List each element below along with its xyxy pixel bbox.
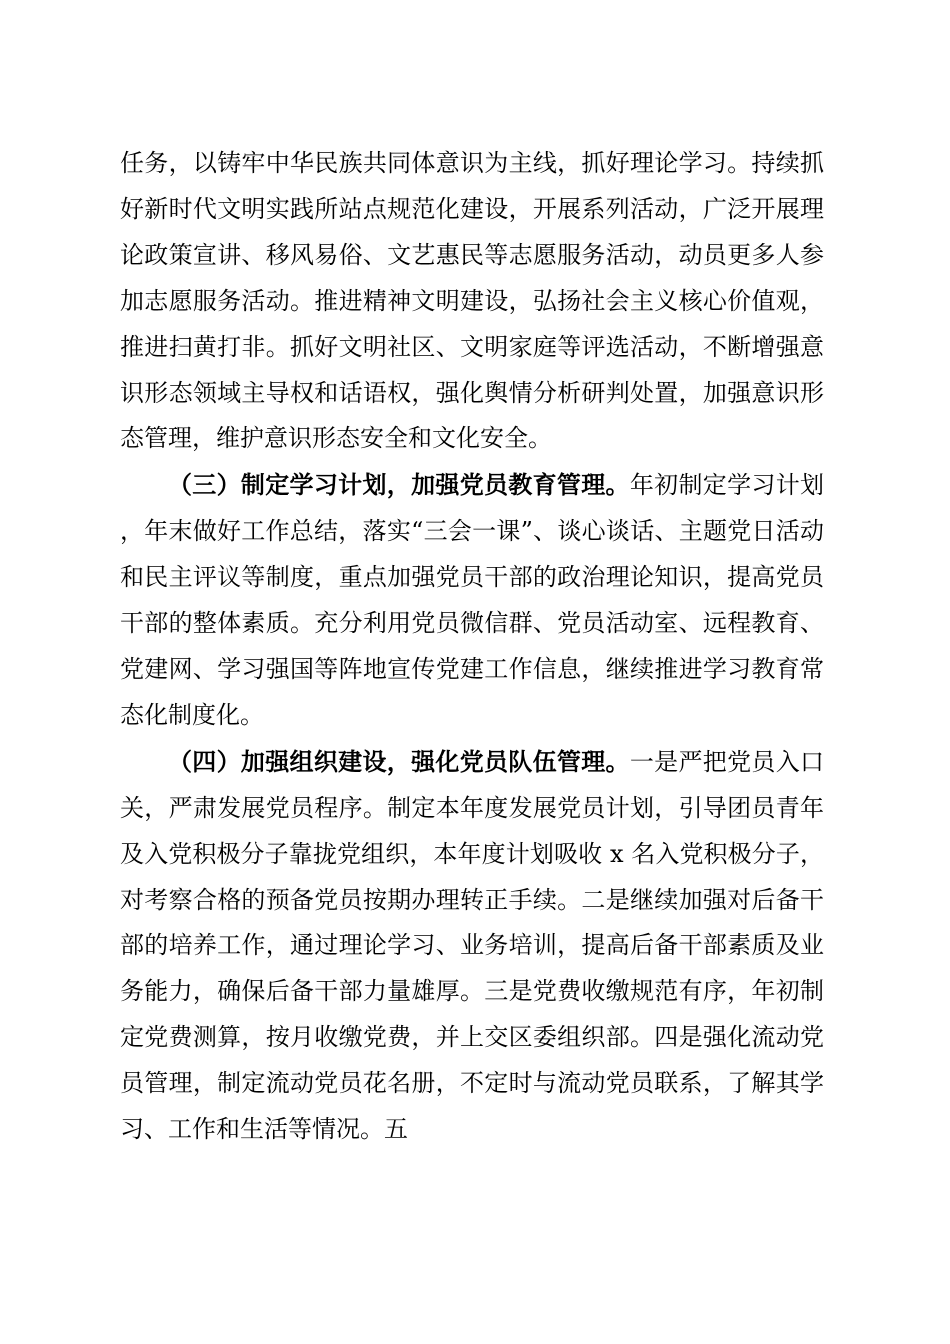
section-four-heading: （四）加强组织建设，强化党员队伍管理。 [168, 746, 630, 776]
paragraph-continuation [120, 141, 824, 462]
section-three-heading: （三）制定学习计划，加强党员教育管理。 [168, 470, 630, 500]
section-four-body-text: 一是严把党员入口关，严肃发展党员程序。制定本年度发展党员计划，引导团员青年及入党积极分子靠拢党组织，本年度计划吸收 x 名入党积极分子，对考察合格的预备党员按期办理转正手续。二是继续加强对后备干部的培养工作，通过理论学习、业务培训，提高后备干部素质及业务能力，确保后备干部力量雄厚。三是党费收缴规范有序，年初制定党费测算，按月收缴党费，并上交区委组织部。四是强化流动党员管理，制定流动党员花名册，不定时与流动党员联系，了解其学习、工作和生活等情况。五 [120, 747, 825, 1144]
paragraph-body-text: 任务，以铸牢中华民族共同体意识为主线，抓好理论学习。持续抓好新时代文明实践所站点规范化建设，开展系列活动，广泛开展理论政策宣讲、移风易俗、文艺惠民等志愿服务活动，动员更多人参加志愿服务活动。推进精神文明建设，弘扬社会主义核心价值观，推进扫黄打非。抓好文明社区、文明家庭等评选活动，不断增强意识形态领域主导权和话语权，强化舆情分析研判处置，加强意识形态管理，维护意识形态安全和文化安全。 [120, 149, 824, 453]
paragraph-section-four [120, 739, 824, 1153]
paragraph-section-three [120, 462, 824, 738]
document-body [120, 141, 824, 1153]
section-three-body-text: 年初制定学习计划，年末做好工作总结，落实“三会一课”、谈心谈话、主题党日活动和民主评议等制度，重点加强党员干部的政治理论知识，提高党员干部的整体素质。充分利用党员微信群、党员活动室、远程教育、党建网、学习强国等阵地宣传党建工作信息，继续推进学习教育常态化制度化。 [120, 471, 825, 729]
